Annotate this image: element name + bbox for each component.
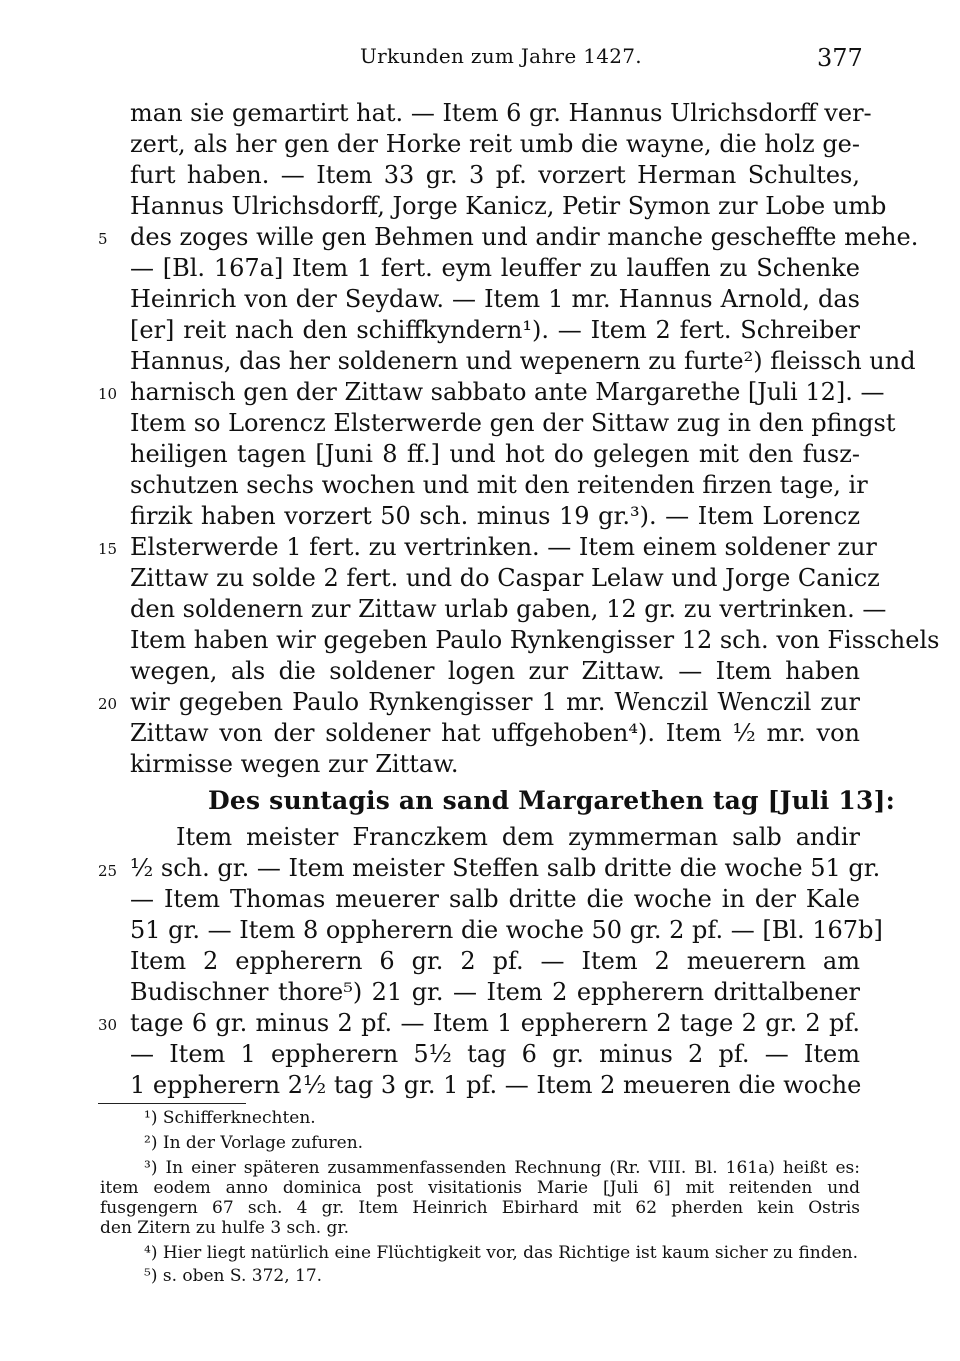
line-number: 5 (98, 230, 108, 248)
footnote-rule (98, 1103, 246, 1104)
text-line: man sie gemartirt hat. — Item 6 gr. Hannus Ulrichsdorff ver- (130, 99, 872, 127)
text-line: Zittaw von der soldener hat uffgehoben⁴). Item ½ mr. von (130, 719, 860, 747)
footnote-4: ⁴) Hier liegt natürlich eine Flüchtigkeit vor, das Richtige ist kaum sicher zu finden. (144, 1243, 859, 1263)
text-line: tage 6 gr. minus 2 pf. — Item 1 eppherern 2 tage 2 gr. 2 pf. (130, 1009, 860, 1037)
text-line: zert, als her gen der Horke reit umb die wayne, die holz ge- (130, 130, 860, 158)
text-line: furt haben. — Item 33 gr. 3 pf. vorzert Herman Schultes, (130, 161, 860, 189)
text-line: harnisch gen der Zittaw sabbato ante Margarethe [Juli 12]. — (130, 378, 885, 406)
section-heading: Des suntagis an sand Margarethen tag [Juli 13]: (208, 786, 896, 815)
text-line: Item 2 eppherern 6 gr. 2 pf. — Item 2 meuerern am (130, 947, 860, 975)
text-line: [er] reit nach den schiffkyndern¹). — Item 2 fert. Schreiber (130, 316, 860, 344)
text-line: wir gegeben Paulo Rynkengisser 1 mr. Wenczil Wenczil zur (130, 688, 860, 716)
text-line: firzik haben vorzert 50 sch. minus 19 gr.³). — Item Lorencz (130, 502, 860, 530)
text-line: kirmisse wegen zur Zittaw. (130, 750, 459, 778)
footnote-3-line: fusgengern 67 sch. 4 gr. Item Heinrich Ebirhard mit 62 pherden kein Ostris (100, 1198, 860, 1218)
text-line: wegen, als die soldener logen zur Zittaw. — Item haben (130, 657, 860, 685)
text-line: Hannus, das her soldenern und wepenern zu furte²) fleissch und (130, 347, 916, 375)
page-header (0, 40, 960, 80)
text-line: 51 gr. — Item 8 oppherern die woche 50 gr. 2 pf. — [Bl. 167b] (130, 916, 883, 944)
text-line: schutzen sechs wochen und mit den reitenden firzen tage, ir (130, 471, 868, 499)
running-head: Urkunden zum Jahre 1427. (360, 44, 642, 68)
line-number: 15 (98, 540, 118, 558)
footnote-1: ¹) Schifferknechten. (144, 1108, 316, 1128)
text-line: Zittaw zu solde 2 fert. und do Caspar Lelaw und Jorge Canicz (130, 564, 880, 592)
footnote-3-line: item eodem anno dominica post visitationis Marie [Juli 6] mit reitenden und (100, 1178, 860, 1198)
text-line: — Item Thomas meuerer salb dritte die woche in der Kale (130, 885, 860, 913)
text-line: — Item 1 eppherern 5½ tag 6 gr. minus 2 pf. — Item (130, 1040, 860, 1068)
text-line: ½ sch. gr. — Item meister Steffen salb dritte die woche 51 gr. (130, 854, 881, 882)
text-line: Elsterwerde 1 fert. zu vertrinken. — Item einem soldener zur (130, 533, 877, 561)
text-line: Item so Lorencz Elsterwerde gen der Sittaw zug in den pfingst (130, 409, 896, 437)
footnote-2: ²) In der Vorlage zufuren. (144, 1133, 364, 1153)
text-line: Item meister Franczkem dem zymmerman salb andir (176, 823, 860, 851)
footnote-3-line: den Zitern zu hulfe 3 sch. gr. (100, 1218, 350, 1238)
line-number: 20 (98, 695, 118, 713)
text-line: Budischner thore⁵) 21 gr. — Item 2 eppherern drittalbener (130, 978, 860, 1006)
footnote-5: ⁵) s. oben S. 372, 17. (144, 1266, 323, 1286)
text-line: Item haben wir gegeben Paulo Rynkengisser 12 sch. von Fisschels (130, 626, 940, 654)
text-line: 1 eppherern 2½ tag 3 gr. 1 pf. — Item 2 meueren die woche (130, 1071, 862, 1099)
line-number: 10 (98, 385, 118, 403)
text-line: heiligen tagen [Juni 8 ff.] und hot do gelegen mit den fusz- (130, 440, 860, 468)
text-line: des zoges wille gen Behmen und andir manche gescheffte mehe. (130, 223, 919, 251)
text-line: Heinrich von der Seydaw. — Item 1 mr. Hannus Arnold, das (130, 285, 860, 313)
line-number: 25 (98, 862, 118, 880)
line-number: 30 (98, 1016, 118, 1034)
footnote-3-line: ³) In einer späteren zusammenfassenden Rechnung (Rr. VIII. Bl. 161a) heißt es: (144, 1158, 860, 1178)
text-line: den soldenern zur Zittaw urlab gaben, 12 gr. zu vertrinken. — (130, 595, 887, 623)
text-line: Hannus Ulrichsdorff, Jorge Kanicz, Petir Symon zur Lobe umb (130, 192, 887, 220)
text-line: — [Bl. 167a] Item 1 fert. eym leuffer zu lauffen zu Schenke (130, 254, 860, 282)
page-number: 377 (817, 44, 863, 72)
